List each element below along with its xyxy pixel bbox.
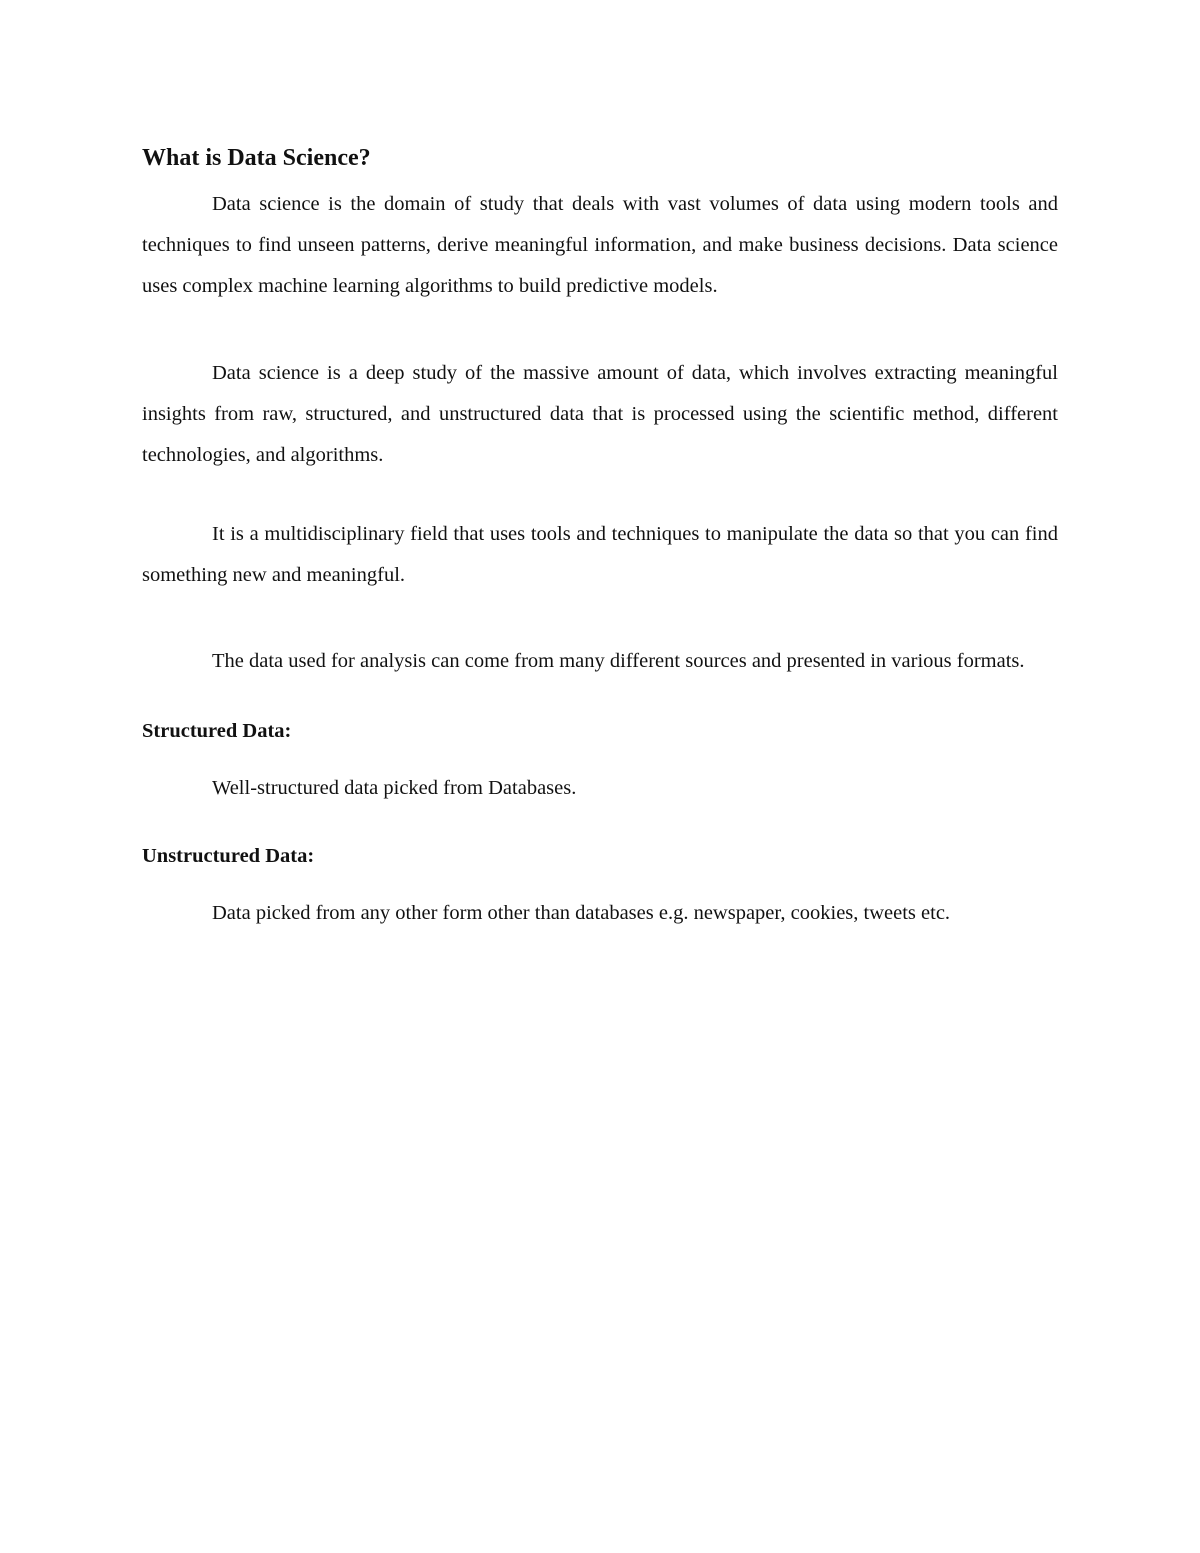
section-text-unstructured: Data picked from any other form other than databases e.g. newspaper, cookies, tweets etc. bbox=[212, 902, 951, 924]
section-heading-structured: Structured Data: bbox=[142, 720, 292, 742]
paragraph-deep-study: Data science is a deep study of the massive amount of data, which involves extracting meaningful insights from raw, structured, and unstructured data that is processed using the scientific method, different technologies, and algorithms. bbox=[142, 362, 1058, 466]
document-body bbox=[142, 140, 1058, 928]
paragraph-multidisciplinary: It is a multidisciplinary field that uses tools and techniques to manipulate the data so that you can find something new and meaningful. bbox=[142, 523, 1058, 586]
section-text-structured: Well-structured data picked from Databases. bbox=[212, 777, 577, 799]
page-title: What is Data Science? bbox=[142, 145, 371, 171]
section-heading-unstructured: Unstructured Data: bbox=[142, 845, 315, 867]
paragraph-definition: Data science is the domain of study that deals with vast volumes of data using modern tools and techniques to find unseen patterns, derive meaningful information, and make business decisions. Data science uses complex machine learning algorithms to build predictive models. bbox=[142, 193, 1058, 297]
paragraph-data-sources: The data used for analysis can come from many different sources and presented in various formats. bbox=[212, 650, 1025, 672]
